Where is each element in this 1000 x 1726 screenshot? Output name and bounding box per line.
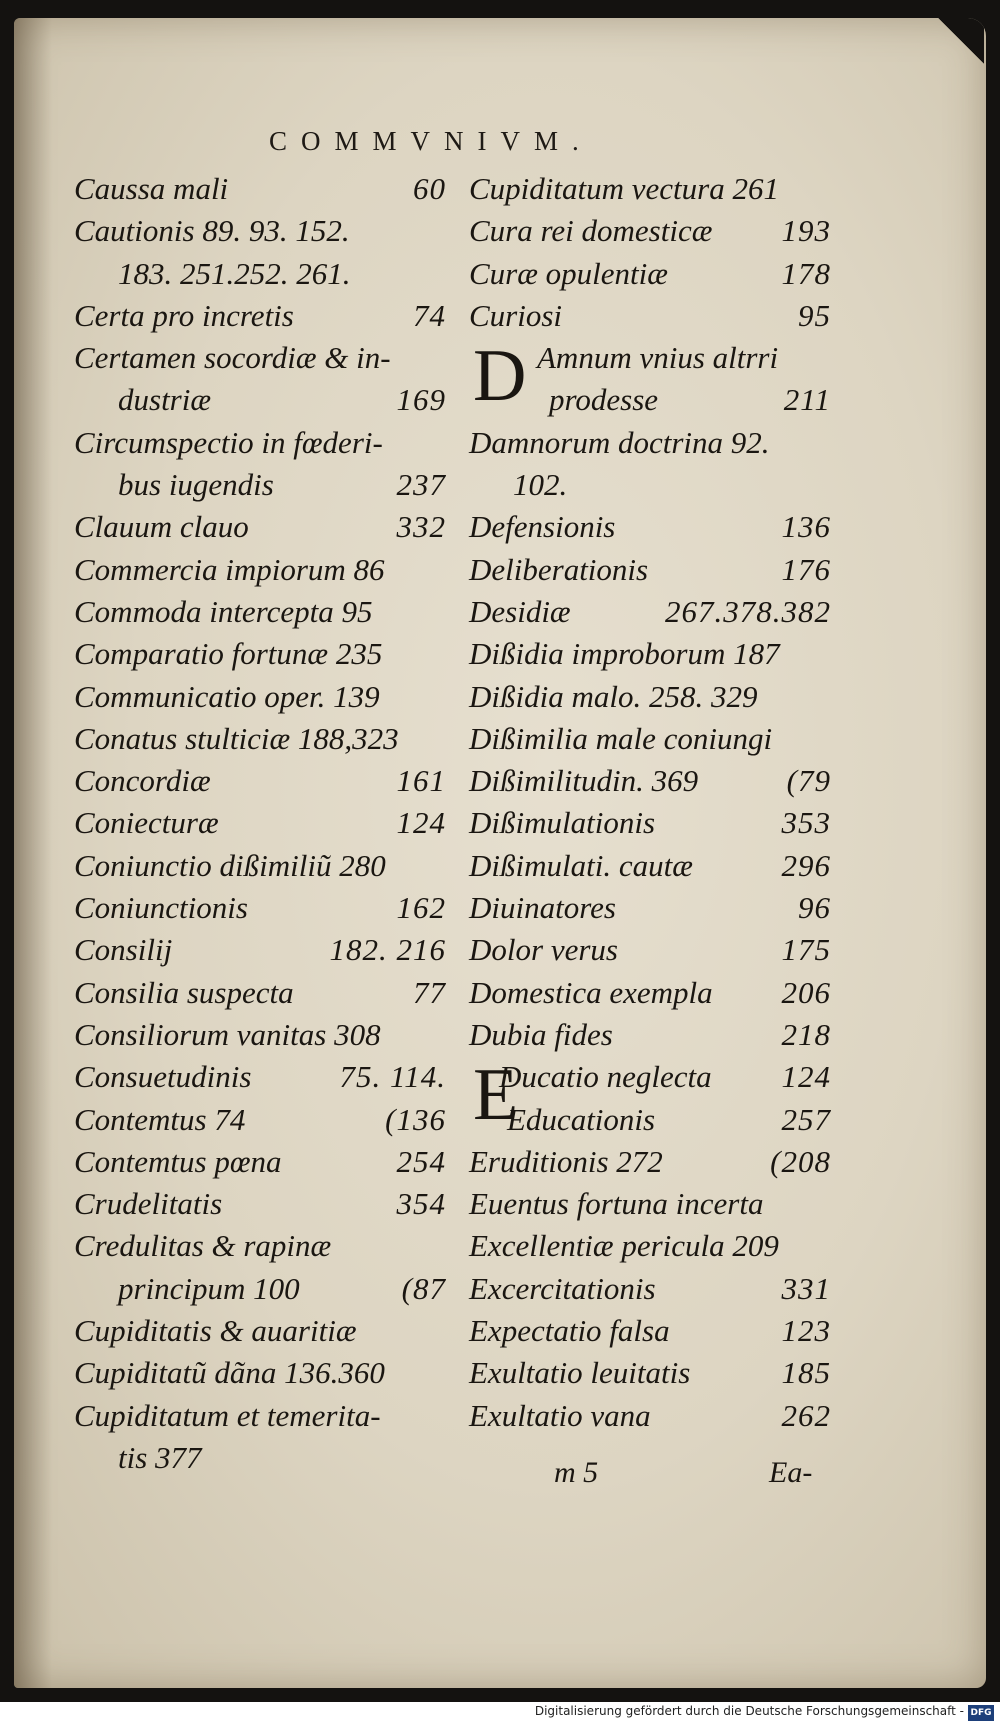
index-entry: [469, 633, 831, 675]
index-entry: [74, 253, 446, 295]
page-reference: 60: [413, 171, 446, 206]
page-reference: 124: [781, 1059, 831, 1095]
page-shadow: [14, 18, 52, 1688]
index-term: Certamen socordiæ & in-: [74, 340, 391, 376]
page-reference: 296: [781, 847, 831, 883]
index-term: Cautionis 89. 93. 152.: [74, 213, 350, 249]
index-term: Dißimulationis: [469, 805, 656, 841]
index-term: Exultatio vana: [469, 1397, 651, 1433]
page-reference: 332: [396, 509, 446, 545]
index-entry: [74, 549, 446, 591]
index-term: Excellentiæ pericula 209: [469, 1228, 779, 1264]
index-entry: [74, 337, 446, 379]
page-reference: (87: [401, 1270, 446, 1306]
index-entry: [469, 253, 831, 295]
index-term: Expectatio falsa: [469, 1313, 670, 1349]
index-entry: [469, 972, 831, 1014]
index-term: Contemtus 74: [74, 1101, 246, 1137]
index-entry: [74, 295, 446, 337]
index-entry: [469, 676, 831, 718]
index-term: Ducatio neglecta: [499, 1059, 712, 1095]
index-entry: [74, 210, 446, 252]
index-entry: [74, 887, 446, 929]
index-term: 183. 251.252. 261.: [118, 255, 351, 291]
index-entry: [469, 464, 831, 506]
index-term: Consuetudinis: [74, 1059, 252, 1095]
index-entry: [469, 929, 831, 971]
page-reference: 162: [396, 890, 446, 926]
index-entry: [469, 1183, 831, 1225]
index-term: Crudelitatis: [74, 1186, 223, 1222]
index-entry: [469, 887, 831, 929]
index-term: Coniunctionis: [74, 890, 248, 926]
page-reference: 331: [781, 1270, 831, 1306]
index-entry: [74, 1310, 446, 1352]
index-entry: [469, 210, 831, 252]
page-reference: 211: [783, 382, 831, 418]
index-term: Concordiæ: [74, 763, 211, 799]
index-term: Consiliorum vanitas 308: [74, 1016, 381, 1052]
index-term: principum 100: [118, 1270, 300, 1306]
index-entry: [74, 1352, 446, 1394]
index-entry: [469, 1395, 831, 1437]
page-reference: 254: [396, 1143, 446, 1179]
index-term: Curiosi: [469, 297, 563, 333]
index-entry: [74, 1395, 446, 1437]
index-term: Curæ opulentiæ: [469, 255, 668, 291]
page-reference: 161: [396, 763, 446, 799]
page-reference: 218: [781, 1016, 831, 1052]
page-reference: 354: [396, 1186, 446, 1222]
index-entry: [469, 1225, 831, 1267]
page-reference: 96: [798, 890, 831, 926]
index-term: dustriæ: [118, 382, 212, 418]
index-term: Damnorum doctrina 92.: [469, 424, 770, 460]
index-term: bus iugendis: [118, 467, 274, 503]
running-header: COMMVNIVM.: [269, 126, 593, 156]
page-reference: 95: [798, 297, 831, 333]
index-term: Coniecturæ: [74, 805, 219, 841]
index-term: Dißimulati. cautæ: [469, 847, 693, 883]
index-entry: [74, 1141, 446, 1183]
index-entry: [74, 972, 446, 1014]
page-reference: 175: [781, 932, 831, 968]
index-term: Cupiditatum et temerita-: [74, 1397, 381, 1433]
page-reference: (79: [786, 763, 831, 799]
index-entry: [74, 591, 446, 633]
index-entry: [469, 295, 831, 337]
index-term: Dißimilia male coniungi: [469, 720, 773, 756]
index-term: Dubia fides: [469, 1016, 613, 1052]
index-term: Defensionis: [469, 509, 616, 545]
drop-cap: D: [473, 335, 527, 418]
index-term: Commoda intercepta 95: [74, 593, 373, 629]
index-entry: [74, 1014, 446, 1056]
index-entry: [74, 1437, 446, 1479]
index-entry: [74, 506, 446, 548]
index-term: prodesse: [549, 382, 659, 418]
index-entry: [469, 549, 831, 591]
index-term: Cupiditatũ dãna 136.360: [74, 1355, 385, 1391]
index-term: Dißimilitudin. 369: [469, 763, 699, 799]
index-term: Domestica exempla: [469, 974, 713, 1010]
page-reference: 123: [781, 1313, 831, 1349]
index-term: Certa pro incretis: [74, 297, 294, 333]
catchword: Ea-: [769, 1456, 813, 1489]
drop-cap: E: [473, 1054, 519, 1137]
index-entry: [469, 1268, 831, 1310]
page-reference: 237: [396, 467, 446, 503]
index-entry: [74, 464, 446, 506]
page-reference: 136: [781, 509, 831, 545]
index-column-right: [469, 168, 831, 1437]
index-entry: [469, 1352, 831, 1394]
index-column-left: [74, 168, 446, 1479]
page-reference: 267.378.382: [665, 593, 831, 629]
index-term: 102.: [513, 467, 568, 503]
index-term: Amnum vnius altrri: [537, 340, 779, 376]
index-term: Dißidia malo. 258. 329: [469, 678, 758, 714]
index-entry: [469, 760, 831, 802]
index-entry: [469, 506, 831, 548]
page-reference: 77: [413, 974, 446, 1010]
page-reference: 169: [396, 382, 446, 418]
index-term: Comparatio fortunæ 235: [74, 636, 383, 672]
index-entry: [469, 1014, 831, 1056]
index-term: Desidiæ: [469, 593, 571, 629]
index-entry: [469, 1310, 831, 1352]
index-term: Conatus stulticiæ 188,323: [74, 720, 399, 756]
page-reference: 257: [781, 1101, 831, 1137]
page-reference: 74: [413, 297, 446, 333]
torn-corner: [938, 18, 984, 64]
index-entry: [469, 422, 831, 464]
page-reference: 193: [781, 213, 831, 249]
index-entry: [469, 1099, 831, 1141]
index-term: Caussa mali: [74, 171, 229, 206]
index-entry: [74, 760, 446, 802]
index-term: Credulitas & rapinæ: [74, 1228, 332, 1264]
signature-mark: m 5: [554, 1456, 599, 1489]
index-entry: [469, 802, 831, 844]
page-reference: 206: [781, 974, 831, 1010]
index-term: Clauum clauo: [74, 509, 249, 545]
index-term: Commercia impiorum 86: [74, 551, 385, 587]
index-term: Educationis: [507, 1101, 656, 1137]
index-entry: [74, 718, 446, 760]
index-term: Consilij: [74, 932, 173, 968]
index-entry: [74, 422, 446, 464]
index-entry: [74, 1183, 446, 1225]
index-entry: [469, 845, 831, 887]
index-entry: [74, 379, 446, 421]
book-page: [14, 18, 986, 1688]
dfg-logo: DFG: [968, 1705, 994, 1721]
index-term: Eruditionis 272: [469, 1143, 663, 1179]
index-entry: [74, 845, 446, 887]
index-entry: [74, 633, 446, 675]
index-entry: [74, 168, 446, 210]
index-term: Dolor verus: [469, 932, 618, 968]
index-term: Cupiditatum vectura 261: [469, 171, 779, 206]
index-entry: [469, 591, 831, 633]
index-term: Cupiditatis & auaritiæ: [74, 1313, 357, 1349]
page-reference: 262: [781, 1397, 831, 1433]
index-term: Exultatio leuitatis: [469, 1355, 691, 1391]
page-reference: 75. 114.: [339, 1059, 446, 1095]
index-term: tis 377: [118, 1439, 202, 1475]
index-term: Circumspectio in fœderi-: [74, 424, 383, 460]
index-entry: [469, 718, 831, 760]
page-reference: 353: [781, 805, 831, 841]
index-entry: [74, 1225, 446, 1267]
index-entry: [74, 802, 446, 844]
index-term: Coniunctio dißimiliũ 280: [74, 847, 386, 883]
index-term: Dißidia improborum 187: [469, 636, 780, 672]
index-term: Communicatio oper. 139: [74, 678, 380, 714]
index-entry: [74, 1268, 446, 1310]
index-entry: [74, 676, 446, 718]
index-term: Euentus fortuna incerta: [469, 1186, 764, 1222]
index-entry: [74, 1056, 446, 1098]
page-reference: 185: [781, 1355, 831, 1391]
index-entry: [74, 1099, 446, 1141]
index-term: Diuinatores: [469, 890, 616, 926]
digitization-credit: Digitalisierung gefördert durch die Deutsche Forschungsgemeinschaft -: [534, 1704, 964, 1718]
page-reference: 176: [781, 551, 831, 587]
index-entry: [74, 929, 446, 971]
page-reference: 178: [781, 255, 831, 291]
index-term: Excercitationis: [469, 1270, 656, 1306]
page-reference: 124: [396, 805, 446, 841]
credit-bar: [0, 1702, 1000, 1726]
page-reference: (208: [770, 1143, 831, 1179]
index-entry: [469, 168, 831, 210]
index-term: Contemtus pœna: [74, 1143, 282, 1179]
page-reference: (136: [385, 1101, 446, 1137]
index-entry: [469, 1141, 831, 1183]
index-term: Consilia suspecta: [74, 974, 294, 1010]
index-term: Cura rei domesticæ: [469, 213, 713, 249]
page-reference: 182. 216: [329, 932, 446, 968]
index-term: Deliberationis: [469, 551, 649, 587]
